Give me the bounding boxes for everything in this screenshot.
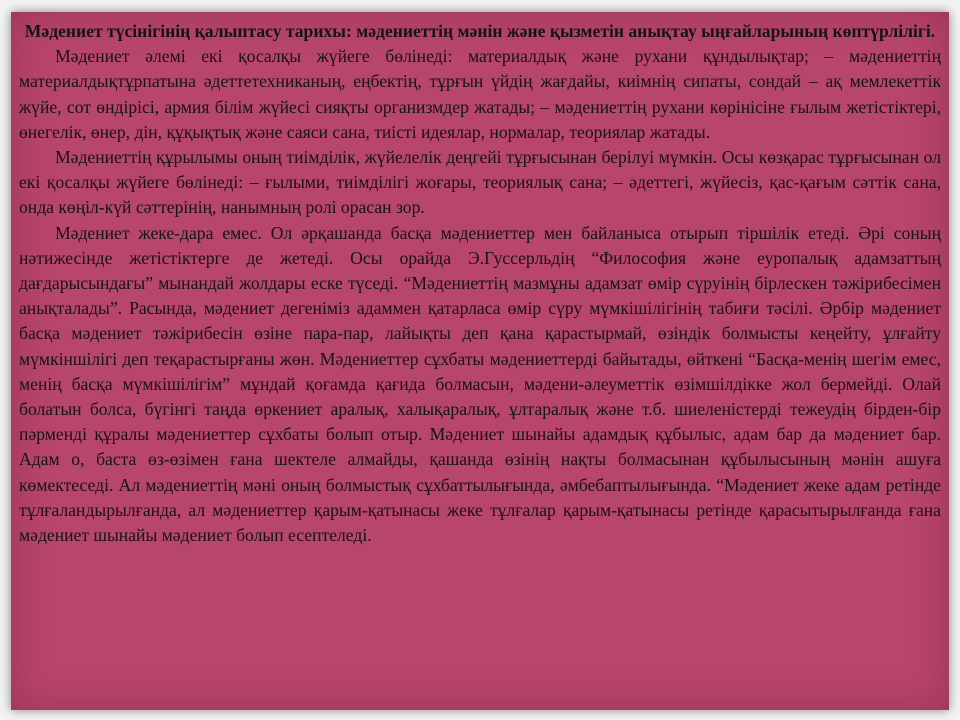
slide [11,12,949,710]
paragraph-3: Мәдениет жеке-дара емес. Ол әрқашанда басқа мәдениеттер мен байланыса отырып тіршілік етеді. Әрі соның нәтижесінде жетістіктерге де жетеді. Осы орайда Э.Гуссерльдің “Философия және еуропалық адамзаттың дағдарысындағы” мынандай жолдары еске түседі. “Мәдениеттің мазмұны адамзат өмір сүруінің бірлескен тәжірибесімен анықталады”. Расында, мәдениет дегеніміз адаммен қатарласа өмір сүру мүмкішілігінің табиғи тәсілі. Әрбір мәдениет басқа мәдениет тәжірибесін өзіне пара-пар, лайықты деп қана қарастырмай, өзіндік болмысты кеңейту, ұлғайту мүмкіншілігі деп теқарастырғаны жөн. Мәдениеттер сұхбаты мәдениеттерді байытады, өйткені “Басқа-менің шегім емес, менің басқа мүмкішілігім” мұндай қоғамда қағида болмасын, мәдени-әлеуметтік өзімшілдікке жол бермейді. Олай болатын болса, бүгінгі таңда өркениет аралық, халықаралық, ұлтаралық және т.б. шиеленістерді тежеудің бірден-бір пәрменді құралы мәдениеттер сұхбаты болып отыр. Мәдениет шынайы адамдық құбылыс, адам бар да мәдениет бар. Адам о, баста өз-өзімен ғана шектеле алмайды, қашанда өзінің нақты болмасынан құбылысының мәнін ашуға көмектеседі. Ал мәдениеттің мәні оның болмыстық сұхбаттылығында, әмбебаптылығында. “Мәдениет жеке адам ретінде тұлғаландырылғанда, ал мәдениеттер қарым-қатынасы жеке тұлғалар қарым-қатынасы ретінде қарасытырылғанда ғана мәдениет шынайы мәдениет болып есептеледі. [19,222,941,546]
slide-title: Мәдениет түсінігінің қалыптасу тарихы: мәдениеттің мәнін және қызметін анықтау ыңғайларының көптүрлілігі. [24,21,936,41]
slide-content [19,19,941,548]
paragraph-1: Мәдениет әлемі екі қосалқы жүйеге бөлінеді: материалдық және рухани құндылықтар; – мәдениеттің материалдықтұрпатына әдеттетехниканың, еңбектің, тұрғын үйдің жағдайы, киімнің сипаты, сондай – ақ мемлекеттік жүйе, сот өндірісі, армия білім жүйесі сияқты организмдер жатады; – мәдениеттің рухани көрінісіне ғылым жетістіктері, өнегелік, өнер, дін, құқықтық және саяси сана, тиісті идеялар, нормалар, теориялар жатады. [19,46,941,142]
paragraph-2: Мәдениеттің құрылымы оның тиімділік, жүйелелік деңгейі тұрғысынан берілуі мүмкін. Осы көзқарас тұрғысынан ол екі қосалқы жүйеге бөлінеді: – ғылыми, тиімділігі жоғары, теориялық сана; – әдеттегі, жүйесіз, қас-қағым сәттік сана, онда көңіл-күй сәттерінің, нанымның ролі орасан зор. [19,147,941,218]
